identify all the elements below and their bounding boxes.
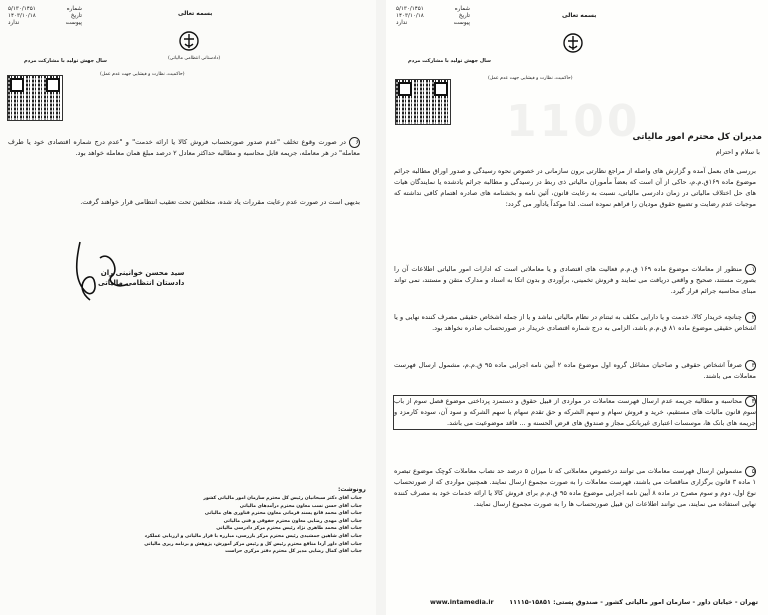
letter-attachment: ندارد [396,20,408,26]
item-number: ۲ [745,312,756,323]
letter-number: ۵/۱۳۰/۱۴۵۱ [8,6,36,12]
letter-meta [8,6,82,27]
salutation: با سلام و احترام [715,148,760,156]
item-number: ۵ [745,466,756,477]
item-3 [394,360,756,382]
item-4 [394,396,756,429]
item-5 [394,466,756,510]
cc-item: جناب آقای کمال رضایی مدیر کل محترم دفتر مرکزی حراست [225,549,362,555]
letter-attachment: ندارد [8,20,20,26]
number-label: شماره [454,6,470,12]
attachment-label: پیوست [65,20,82,26]
letter-page-right [386,0,768,615]
item-number: ۶ [349,137,360,148]
emblem-icon [562,32,584,54]
qr-code[interactable] [396,80,450,124]
letter-page-left [0,0,376,615]
bismillah: بسمه تعالی [562,12,597,19]
signer-title: دادستان انتظامی مالیاتی [98,279,185,287]
cc-title: رونوشت: [338,486,366,493]
cc-item: جناب آقای دکتر سبحانیان رئیس کل محترم سازمان امور مالیاتی کشور [203,496,362,501]
cc-item: جناب آقای محمد طاهری نژاد رئیس محترم مرکز دادرسی مالیاتی [216,526,362,532]
footer-address: تهران - خیابان داور - سازمان امور مالیاتی کشور - صندوق پستی: ۱۵۸۵۱-۱۱۱۱۵ [509,598,758,606]
org-name: (دادستانی انتظامی مالیاتی) [168,56,221,61]
letter-title: مدیران کل محترم امور مالیاتی [632,132,762,142]
cc-item: جناب آقای مهدی رضایی معاون محترم حقوقی و فنی مالیاتی [223,518,362,524]
intro-paragraph: بررسی های بعمل آمده و گزارش های واصله از مراجع نظارتی برون سازمانی در خصوص نحوه رسیدگی و صدور اوراق مطالبه جرائم موضوع ماده ۱۶۹ق.م.م، حاکی از آن است که بعضاً مأموران مالیاتی ذی ربط در رسیدگی و مطالبه جرائم یادشده یا نمایندگان هیات های حل اختلاف مالیاتی در زمان دادرسی مالیاتی، نسبت به رعایت قانون، آئین نامه و بخشنامه های صادره اهتمام کافی نداشته که موجبات عدم رضایت و تضییع حقوق مودیان را فراهم نموده است. لذا موکداً یادآور می گردد: [394,167,756,208]
date-label: تاریخ [70,13,82,19]
org-tagline: (حاکمیت، نظارت و فیشایی جهت عدم عمل) [100,72,185,77]
signature-block [98,268,184,288]
cc-item: جناب آقای شاهین جمشیدی رئیس محترم مرکز بازرسی، مبارزه با فرار مالیاتی و ارزیابی عملکرد [144,533,362,539]
cc-item: جناب آقای محمد قانع پسند فرمانی معاون محترم فناوری های مالیاتی [204,511,362,517]
bismillah: بسمه تعالی [178,10,213,17]
letter-date: ۱۴۰۳/۱۰/۱۸ [8,13,36,19]
item-text: صرفاً اشخاص حقوقی و صاحبان مشاغل گروه اول موضوع ماده ۲ آیین نامه اجرایی ماده ۹۵ ق.م.م، مشمول ارسال فهرست معاملات می باشند. [394,361,756,380]
signer-name: سید محسن خوانینی ران [100,269,185,277]
letter-meta [396,6,470,27]
paragraph-6 [8,137,360,159]
date-label: تاریخ [458,13,470,19]
watermark: 1100 [506,96,641,147]
closing-text: بدیهی است در صورت عدم رعایت مقررات یاد شده، متخلفین تحت تعقیب انتظامی قرار خواهند گرفت. [80,198,360,206]
letter-number: ۵/۱۳۰/۱۴۵۱ [396,6,424,12]
year-slogan: سال جهش تولید با مشارکت مردم [24,58,107,64]
item-2 [394,312,756,334]
org-tagline: (حاکمیت، نظارت و فیشایی جهت عدم عمل) [488,76,573,81]
footer-website-link[interactable]: www.intamedia.ir [430,598,494,606]
qr-code[interactable] [8,76,62,120]
cc-list [118,495,362,556]
item-number: ۴ [745,396,756,407]
cc-item: جناب آقای داور آزدا منافع محترم رئیس کل و رئیس مرکز آموزش، پژوهش و برنامه ریزی مالیاتی [144,541,362,547]
item-1 [394,264,756,297]
emblem-icon [178,30,200,52]
item-number: ۳ [745,360,756,371]
item-text: محاسبه و مطالبه جریمه عدم ارسال فهرست معاملات در مواردی از قبیل حقوق و دستمزد پرداختی موضوع فصل سوم از باب سوم قانون مالیات های مستقیم، خرید و فروش سهام و سهم الشرکه و حق تقدم سهام یا سهم الشرکه و سود آن، سوده کارمزد و جریمه های بانک ها، موسسات اعتباری غیربانکی مجاز و صندوق های قرض الحسنه و ... فاقد موضوعیت می باشد. [394,397,756,427]
item-text: چنانچه خریدار کالا، خدمت و یا دارایی مکلف به ثبتنام در نظام مالیاتی نباشد و یا از جمله اشخاص حقیقی مصرف کننده نهایی و یا اشخاص حقیقی موضوع ماده ۸۱ ق.م.م باشد، الزامی به درج شماره اقتصادی خریدار در صورتحساب صادره نخواهد بود. [394,313,756,332]
item-text: مشمولین ارسال فهرست معاملات می توانند درخصوص معاملاتی که تا میزان ۵ درصد حد نصاب معاملات کوچک موضوع تبصره ۱ ماده ۳ قانون برگزاری مناقصات می باشند، فهرست معاملات را به صورت مجموع ارسال نمایند. همچنین مواردی که از صورتحساب نوع اول، دوم و سوم مصرح در ماده ۸ آیین نامه اجرایی موضوع ماده ۹۵ ق.م.م برای فروش کالا یا ارائه خدمات خود به مصرف کننده نهایی استفاده می نمایند، می توانند اطلاعات این قبیل صورتحساب ها را به صورت مجموع ارسال نمایند. [394,467,756,508]
number-label: شماره [66,6,82,12]
paragraph-6-text: در صورت وقوع تخلف "عدم صدور صورتحساب فروش کالا یا ارائه خدمت" و "عدم درج شماره اقتصادی خود یا طرف معامله" در هر معامله، جریمه قابل محاسبه و مطالبه حداکثر معادل ۲ درصد مبلغ همان معامله خواهد بود. [8,138,360,157]
year-slogan: سال جهش تولید با مشارکت مردم [408,58,491,64]
cc-item: جناب آقای حسن نسب معاون محترم درآمدهای مالیاتی [239,503,362,509]
item-number: ۱ [745,264,756,275]
letter-date: ۱۴۰۳/۱۰/۱۸ [396,13,424,19]
attachment-label: پیوست [453,20,470,26]
item-text: منظور از معاملات موضوع ماده ۱۶۹ ق.م.م فعالیت های اقتصادی و یا معاملاتی است که ادارات امور مالیاتی اطلاعات آن را بصورت مستند، صحیح و واقعی دریافت می نمایند و فروش تخمینی، برآوردی و بدون اتکا به اسناد و مدارک متقن و مستند، نمی تواند مبنای محاسبه جرائم قرار گیرد. [394,265,756,295]
